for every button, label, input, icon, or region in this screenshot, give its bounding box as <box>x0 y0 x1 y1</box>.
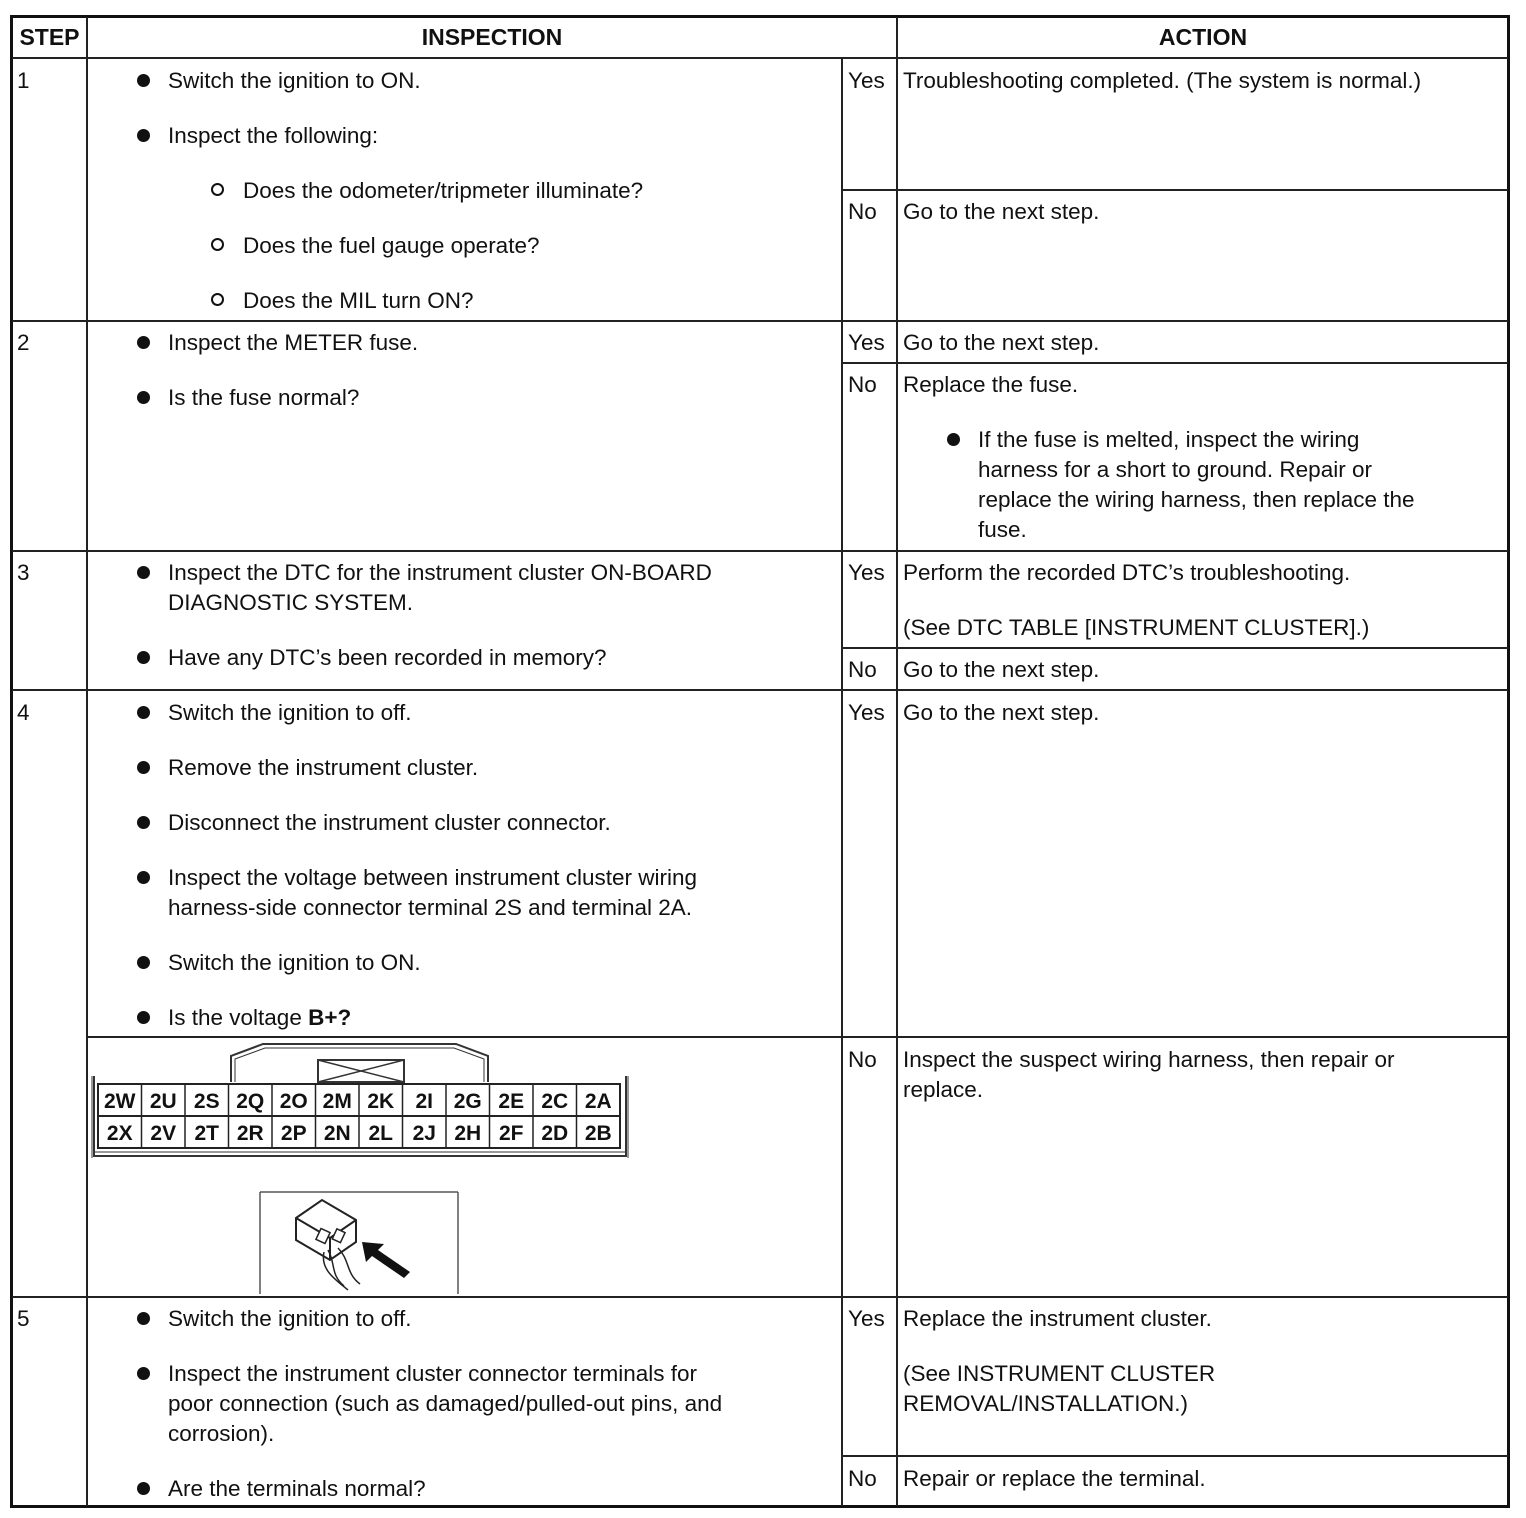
terminal-label: 2U <box>149 1090 177 1113</box>
inspection-sub-item: Does the odometer/tripmeter illuminate? <box>243 178 644 203</box>
inspection-item-line: Inspect the voltage between instrument cluster wiring <box>168 865 698 890</box>
action-reference-line: REMOVAL/INSTALLATION.) <box>903 1391 1189 1416</box>
inspection-item-line: harness-side connector terminal 2S and terminal 2A. <box>168 895 693 920</box>
inspection-item <box>168 1003 351 1033</box>
terminal-label: 2L <box>368 1122 394 1145</box>
step-number: 1 <box>17 68 30 93</box>
voltage-value: B+? <box>308 1005 352 1030</box>
step-number: 5 <box>17 1306 30 1331</box>
terminal-label: 2V <box>150 1122 177 1145</box>
inspection-item: Switch the ignition to ON. <box>168 68 421 93</box>
bullet-icon <box>137 129 150 142</box>
terminal-label: 2N <box>323 1122 351 1145</box>
action-text: Go to the next step. <box>903 657 1100 682</box>
header-step: STEP <box>19 24 80 50</box>
bullet-icon <box>137 956 150 969</box>
bullet-icon <box>947 433 960 446</box>
inspection-item: Disconnect the instrument cluster connector. <box>168 810 611 835</box>
action-reference: (See DTC TABLE [INSTRUMENT CLUSTER].) <box>903 615 1370 640</box>
bullet-icon <box>137 1482 150 1495</box>
row-divider <box>12 1296 1508 1298</box>
connector-diagram <box>88 1040 633 1164</box>
bullet-icon <box>137 1312 150 1325</box>
no-label: No <box>848 372 877 397</box>
terminal-label: 2J <box>412 1122 436 1145</box>
inspection-sub-item: Does the fuel gauge operate? <box>243 233 540 258</box>
terminal-label: 2X <box>106 1122 133 1145</box>
grid-line <box>841 58 843 1506</box>
action-text-line: replace. <box>903 1077 984 1102</box>
terminal-label: 2G <box>453 1090 482 1113</box>
grid-line <box>896 58 898 1506</box>
inspection-item-line: DIAGNOSTIC SYSTEM. <box>168 590 414 615</box>
inspection-item: Switch the ignition to off. <box>168 700 412 725</box>
no-label: No <box>848 1047 877 1072</box>
bullet-icon <box>137 391 150 404</box>
terminal-label: 2H <box>454 1122 482 1145</box>
action-text: Troubleshooting completed. (The system is normal.) <box>903 68 1422 93</box>
bullet-icon <box>137 74 150 87</box>
yes-label: Yes <box>848 700 885 725</box>
action-detail-line: replace the wiring harness, then replace the <box>978 487 1415 512</box>
action-text: Repair or replace the terminal. <box>903 1466 1206 1491</box>
bullet-icon <box>137 336 150 349</box>
action-text: Go to the next step. <box>903 330 1100 355</box>
terminal-label: 2K <box>367 1090 395 1113</box>
inspection-item-line: Inspect the instrument cluster connector terminals for <box>168 1361 697 1386</box>
yes-no-divider <box>841 189 1508 191</box>
yes-label: Yes <box>848 560 885 585</box>
yes-no-divider <box>86 1036 1508 1038</box>
action-detail-line: If the fuse is melted, inspect the wiring <box>978 427 1360 452</box>
inspection-sub-item: Does the MIL turn ON? <box>243 288 474 313</box>
inspection-item-line: poor connection (such as damaged/pulled-out pins, and <box>168 1391 723 1416</box>
terminal-label: 2S <box>193 1090 220 1113</box>
probe-illustration <box>258 1190 462 1294</box>
inspection-item: Switch the ignition to ON. <box>168 950 421 975</box>
action-text: Go to the next step. <box>903 700 1100 725</box>
terminal-label: 2D <box>541 1122 569 1145</box>
yes-label: Yes <box>848 68 885 93</box>
header-inspection: INSPECTION <box>421 24 563 50</box>
yes-label: Yes <box>848 1306 885 1331</box>
bullet-icon <box>137 1011 150 1024</box>
yes-label: Yes <box>848 330 885 355</box>
terminal-label: 2E <box>498 1090 525 1113</box>
action-text: Go to the next step. <box>903 199 1100 224</box>
terminal-label: 2R <box>236 1122 264 1145</box>
terminal-label: 2A <box>584 1090 612 1113</box>
action-text: Replace the instrument cluster. <box>903 1306 1212 1331</box>
bullet-icon <box>137 871 150 884</box>
no-label: No <box>848 199 877 224</box>
terminal-label: 2I <box>415 1090 434 1113</box>
no-label: No <box>848 1466 877 1491</box>
inspection-item: Are the terminals normal? <box>168 1476 426 1501</box>
row-divider <box>12 320 1508 322</box>
bullet-icon <box>137 816 150 829</box>
connector-latch <box>231 1044 488 1082</box>
terminal-label: 2F <box>498 1122 524 1145</box>
inspection-item: Is the fuse normal? <box>168 385 360 410</box>
voltage-question: Is the voltage <box>168 1005 309 1030</box>
step-number: 3 <box>17 560 30 585</box>
bullet-icon <box>137 706 150 719</box>
terminal-label: 2C <box>541 1090 569 1113</box>
action-text: Replace the fuse. <box>903 372 1079 397</box>
terminal-label: 2Q <box>236 1090 265 1113</box>
terminal-label: 2W <box>104 1090 136 1113</box>
action-detail-line: fuse. <box>978 517 1027 542</box>
action-reference-line: (See INSTRUMENT CLUSTER <box>903 1361 1216 1386</box>
action-text-line: Inspect the suspect wiring harness, then repair or <box>903 1047 1395 1072</box>
inspection-item-line: corrosion). <box>168 1421 275 1446</box>
yes-no-divider <box>841 1455 1508 1457</box>
inspection-item-line: Inspect the DTC for the instrument cluster ON-BOARD <box>168 560 712 585</box>
step-number: 4 <box>17 700 30 725</box>
terminal-label: 2B <box>584 1122 612 1145</box>
terminal-label: 2M <box>322 1090 352 1113</box>
circle-bullet-icon <box>211 293 224 306</box>
terminal-label: 2T <box>194 1122 220 1145</box>
arrow-icon <box>362 1242 410 1278</box>
bullet-icon <box>137 566 150 579</box>
row-divider <box>12 689 1508 691</box>
inspection-item: Inspect the METER fuse. <box>168 330 419 355</box>
inspection-item: Remove the instrument cluster. <box>168 755 479 780</box>
circle-bullet-icon <box>211 238 224 251</box>
bullet-icon <box>137 761 150 774</box>
step-number: 2 <box>17 330 30 355</box>
inspection-item: Have any DTC’s been recorded in memory? <box>168 645 607 670</box>
bullet-icon <box>137 1367 150 1380</box>
action-detail-line: harness for a short to ground. Repair or <box>978 457 1372 482</box>
yes-no-divider <box>841 647 1508 649</box>
grid-line <box>86 17 88 1506</box>
yes-no-divider <box>841 362 1508 364</box>
inspection-item: Switch the ignition to off. <box>168 1306 412 1331</box>
inspection-item: Inspect the following: <box>168 123 379 148</box>
no-label: No <box>848 657 877 682</box>
terminal-label: 2P <box>280 1122 307 1145</box>
circle-bullet-icon <box>211 183 224 196</box>
action-text: Perform the recorded DTC’s troubleshooting. <box>903 560 1351 585</box>
header-action: ACTION <box>1158 24 1248 50</box>
terminal-label: 2O <box>279 1090 308 1113</box>
row-divider <box>12 550 1508 552</box>
bullet-icon <box>137 651 150 664</box>
